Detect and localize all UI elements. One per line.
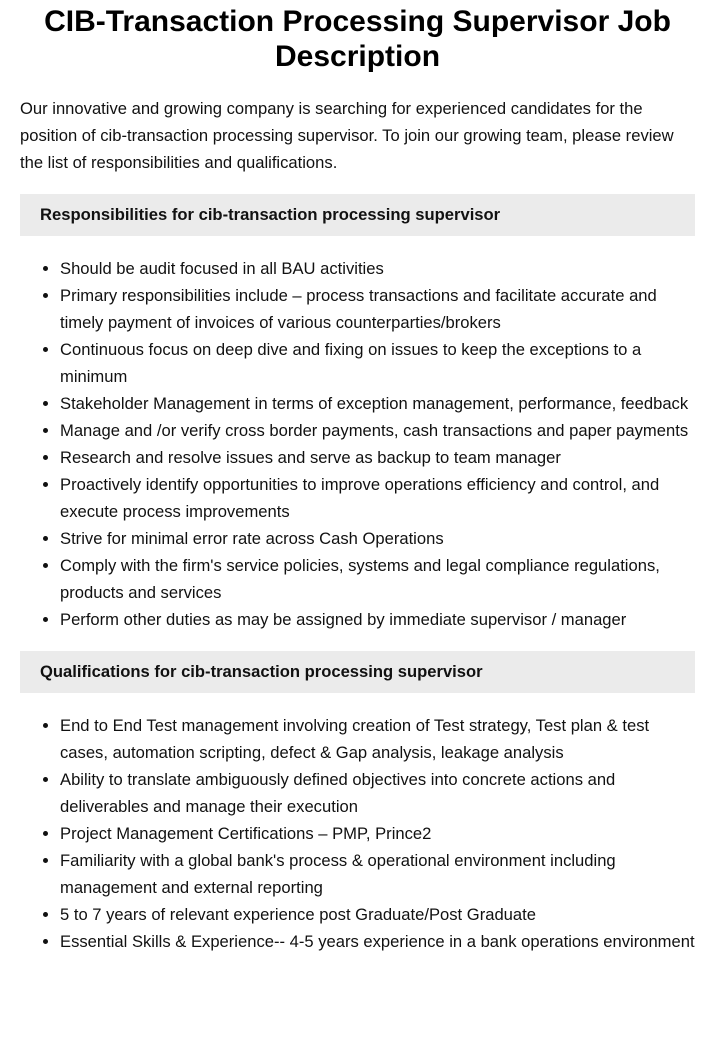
list-item: • Strive for minimal error rate across Cash Operations bbox=[60, 525, 695, 552]
list-item: • Manage and /or verify cross border payments, cash transactions and paper payments bbox=[60, 417, 695, 444]
qualifications-list bbox=[20, 712, 695, 955]
page-title: CIB-Transaction Processing Supervisor Job Description bbox=[44, 5, 671, 73]
list-item: • End to End Test management involving creation of Test strategy, Test plan & test cases, automation scripting, defect & Gap analysis, leakage analysis bbox=[60, 712, 695, 766]
responsibilities-list bbox=[20, 255, 695, 633]
list-item: • Essential Skills & Experience-- 4-5 years experience in a bank operations environment bbox=[60, 928, 695, 955]
list-item: • Continuous focus on deep dive and fixing on issues to keep the exceptions to a minimum bbox=[60, 336, 695, 390]
list-item: • Research and resolve issues and serve as backup to team manager bbox=[60, 444, 695, 471]
list-item: • 5 to 7 years of relevant experience post Graduate/Post Graduate bbox=[60, 901, 695, 928]
list-item: • Perform other duties as may be assigned by immediate supervisor / manager bbox=[60, 606, 695, 633]
list-item: • Project Management Certifications – PMP, Prince2 bbox=[60, 820, 695, 847]
list-item: • Ability to translate ambiguously defined objectives into concrete actions and deliverables and manage their execution bbox=[60, 766, 695, 820]
list-item: • Comply with the firm's service policies, systems and legal compliance regulations, products and services bbox=[60, 552, 695, 606]
list-item: • Familiarity with a global bank's process & operational environment including management and external reporting bbox=[60, 847, 695, 901]
list-item: • Primary responsibilities include – process transactions and facilitate accurate and timely payment of invoices of various counterparties/brokers bbox=[60, 282, 695, 336]
list-item: • Proactively identify opportunities to improve operations efficiency and control, and execute process improvements bbox=[60, 471, 695, 525]
intro-paragraph: Our innovative and growing company is searching for experienced candidates for the position of cib-transaction processing supervisor. To join our growing team, please review the list of responsibilities and qualifications. bbox=[20, 99, 674, 172]
list-item: • Stakeholder Management in terms of exception management, performance, feedback bbox=[60, 390, 695, 417]
qualifications-heading: Qualifications for cib-transaction processing supervisor bbox=[20, 651, 695, 693]
responsibilities-heading: Responsibilities for cib-transaction processing supervisor bbox=[20, 194, 695, 236]
job-description bbox=[0, 4, 720, 955]
list-item: • Should be audit focused in all BAU activities bbox=[60, 255, 695, 282]
